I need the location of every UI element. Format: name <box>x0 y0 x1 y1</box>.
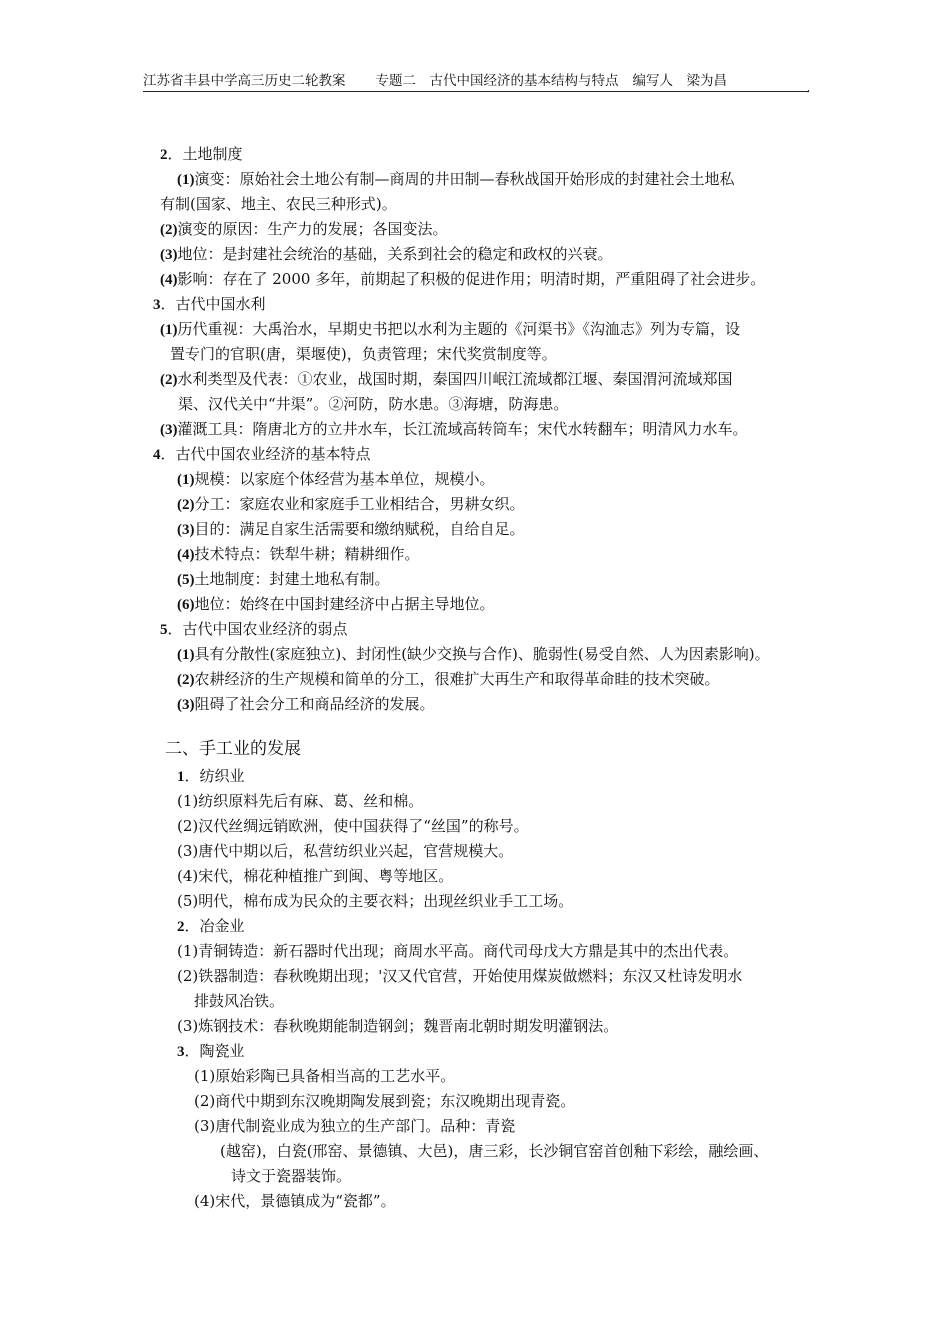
item-text: 水利类型及代表：①农业，战国时期，秦国四川岷江流域都江堰、秦国渭河流域郑国 <box>177 370 733 388</box>
header-school: 江苏省丰县中学高三历史二轮教案 <box>143 73 346 89</box>
item-continuation: 有制(国家、地主、农民三种形式)。 <box>160 195 397 213</box>
list-item <box>177 694 435 715</box>
list-item <box>177 544 420 565</box>
item-text: 阻碍了社会分工和商品经济的发展。 <box>194 695 435 713</box>
list-item <box>177 644 770 665</box>
list-item: (3)唐代制瓷业成为独立的生产部门。品种：青瓷 <box>194 1117 516 1135</box>
item-number: (3) <box>177 697 195 713</box>
section-title: ．纺织业 <box>184 767 245 785</box>
item-number: (1) <box>177 472 195 488</box>
list-item: (5)明代，棉布成为民众的主要衣料；出现丝织业手工工场。 <box>177 892 574 910</box>
header-topic: 专题二 古代中国经济的基本结构与特点 <box>375 73 619 89</box>
list-item: (4)宋代，棉花种植推广到闽、粤等地区。 <box>177 867 454 885</box>
list-item: (4)宋代，景德镇成为“瓷都”。 <box>194 1192 396 1210</box>
section-title: ．古代中国农业经济的基本特点 <box>160 445 371 463</box>
item-number: (1) <box>177 172 195 188</box>
item-text: 历代重视：大禹治水，早期史书把以水利为主题的《河渠书》《沟洫志》列为专篇，设 <box>177 320 741 338</box>
list-item <box>160 369 733 390</box>
list-item <box>177 569 390 590</box>
list-item <box>160 244 613 265</box>
item-text: 目的：满足自家生活需要和缴纳赋税，自给自足。 <box>194 520 525 538</box>
header-author: 编写人 梁为昌 <box>632 73 727 89</box>
item-text: 规模：以家庭个体经营为基本单位，规模小。 <box>194 470 495 488</box>
list-item: (3)炼钢技术：春秋晚期能制造钢剑；魏晋南北朝时期发明灌钢法。 <box>177 1017 619 1035</box>
item-number: (5) <box>177 572 195 588</box>
section-number: 3 <box>177 1044 185 1060</box>
item-continuation: 诗文于瓷器装饰。 <box>231 1167 352 1185</box>
list-item <box>177 594 495 615</box>
list-item <box>160 219 448 240</box>
list-item: (2)商代中期到东汉晚期陶发展到瓷；东汉晚期出现青瓷。 <box>194 1092 576 1110</box>
section-heading <box>153 444 371 465</box>
list-item <box>160 319 740 340</box>
section-heading <box>160 619 348 640</box>
item-number: (4) <box>177 547 195 563</box>
item-text: 具有分散性(家庭独立)、封闭性(缺少交换与合作)、脆弱性(易受自然、人为因素影响)。 <box>194 645 770 663</box>
item-number: (6) <box>177 597 195 613</box>
list-item <box>177 669 720 690</box>
section-heading <box>177 766 245 787</box>
list-item: (1)纺织原料先后有麻、葛、丝和棉。 <box>177 792 424 810</box>
list-item <box>177 169 735 190</box>
section-number: 2 <box>177 919 185 935</box>
section-title: ．古代中国水利 <box>160 295 266 313</box>
item-text: 演变：原始社会土地公有制—商周的井田制—春秋战国开始形成的封建社会土地私 <box>194 170 735 188</box>
section-heading <box>177 1041 245 1062</box>
section-title: ．土地制度 <box>167 145 243 163</box>
item-text: 地位：是封建社会统治的基础，关系到社会的稳定和政权的兴衰。 <box>177 245 613 263</box>
list-item: (3)唐代中期以后，私营纺织业兴起，官营规模大。 <box>177 842 514 860</box>
list-item <box>177 469 495 490</box>
item-text: 灌溉工具：隋唐北方的立井水车，长江流域高转筒车；宋代水转翻车；明清风力水车。 <box>177 420 748 438</box>
section-heading <box>160 144 243 165</box>
item-number: (4) <box>160 272 178 288</box>
item-number: (3) <box>160 247 178 263</box>
item-number: (2) <box>177 672 195 688</box>
list-item <box>177 519 525 540</box>
list-item: (2)铁器制造：春秋晚期出现；'汉又代官营，开始使用煤炭做燃料；东汉又杜诗发明水 <box>177 967 743 985</box>
header-rule <box>143 91 809 92</box>
part-title: 二、手工业的发展 <box>165 739 301 759</box>
section-number: 1 <box>177 769 185 785</box>
item-number: (3) <box>160 422 178 438</box>
item-text: 影响：存在了 2000 多年，前期起了积极的促进作用；明清时期，严重阻碍了社会进步。 <box>177 270 766 288</box>
section-number: 2 <box>160 147 168 163</box>
section-heading <box>153 294 266 315</box>
item-text: 农耕经济的生产规模和简单的分工，很难扩大再生产和取得革命眭的技术突破。 <box>194 670 720 688</box>
item-continuation: 排鼓风冶铁。 <box>194 992 285 1010</box>
list-item <box>177 494 525 515</box>
item-number: (1) <box>160 322 178 338</box>
item-text: 地位：始终在中国封建经济中占据主导地位。 <box>194 595 495 613</box>
item-number: (1) <box>177 647 195 663</box>
section-title: ．陶瓷业 <box>184 1042 245 1060</box>
list-item <box>160 269 765 290</box>
section-heading <box>177 916 245 937</box>
item-text: 演变的原因：生产力的发展；各国变法。 <box>177 220 448 238</box>
item-text: 技术特点：铁犁牛耕；精耕细作。 <box>194 545 420 563</box>
item-text: 分工：家庭农业和家庭手工业相结合，男耕女织。 <box>194 495 525 513</box>
item-continuation: 置专门的官职(唐，渠堰使)，负责管理；宋代奖赏制度等。 <box>170 345 557 363</box>
page-header <box>143 72 813 92</box>
item-continuation: 渠、汉代关中“井渠”。②河防，防水患。③海塘，防海患。 <box>178 395 569 413</box>
list-item: (1)青铜铸造：新石器时代出现；商周水平高。商代司母戊大方鼎是其中的杰出代表。 <box>177 942 739 960</box>
item-number: (3) <box>177 522 195 538</box>
item-continuation: (越窑)，白瓷(邢窑、景德镇、大邑)，唐三彩，长沙铜官窑首创釉下彩绘，融绘画、 <box>220 1142 769 1160</box>
section-number: 3 <box>153 297 161 313</box>
section-number: 5 <box>160 622 168 638</box>
list-item <box>160 419 748 440</box>
item-number: (2) <box>160 372 178 388</box>
section-title: ．冶金业 <box>184 917 245 935</box>
section-title: ．古代中国农业经济的弱点 <box>167 620 348 638</box>
header-tick: , <box>807 83 811 94</box>
item-number: (2) <box>177 497 195 513</box>
section-number: 4 <box>153 447 161 463</box>
item-number: (2) <box>160 222 178 238</box>
item-text: 土地制度：封建土地私有制。 <box>194 570 390 588</box>
list-item: (2)汉代丝绸远销欧洲，使中国获得了“丝国”的称号。 <box>177 817 529 835</box>
list-item: (1)原始彩陶已具备相当高的工艺水平。 <box>194 1067 456 1085</box>
